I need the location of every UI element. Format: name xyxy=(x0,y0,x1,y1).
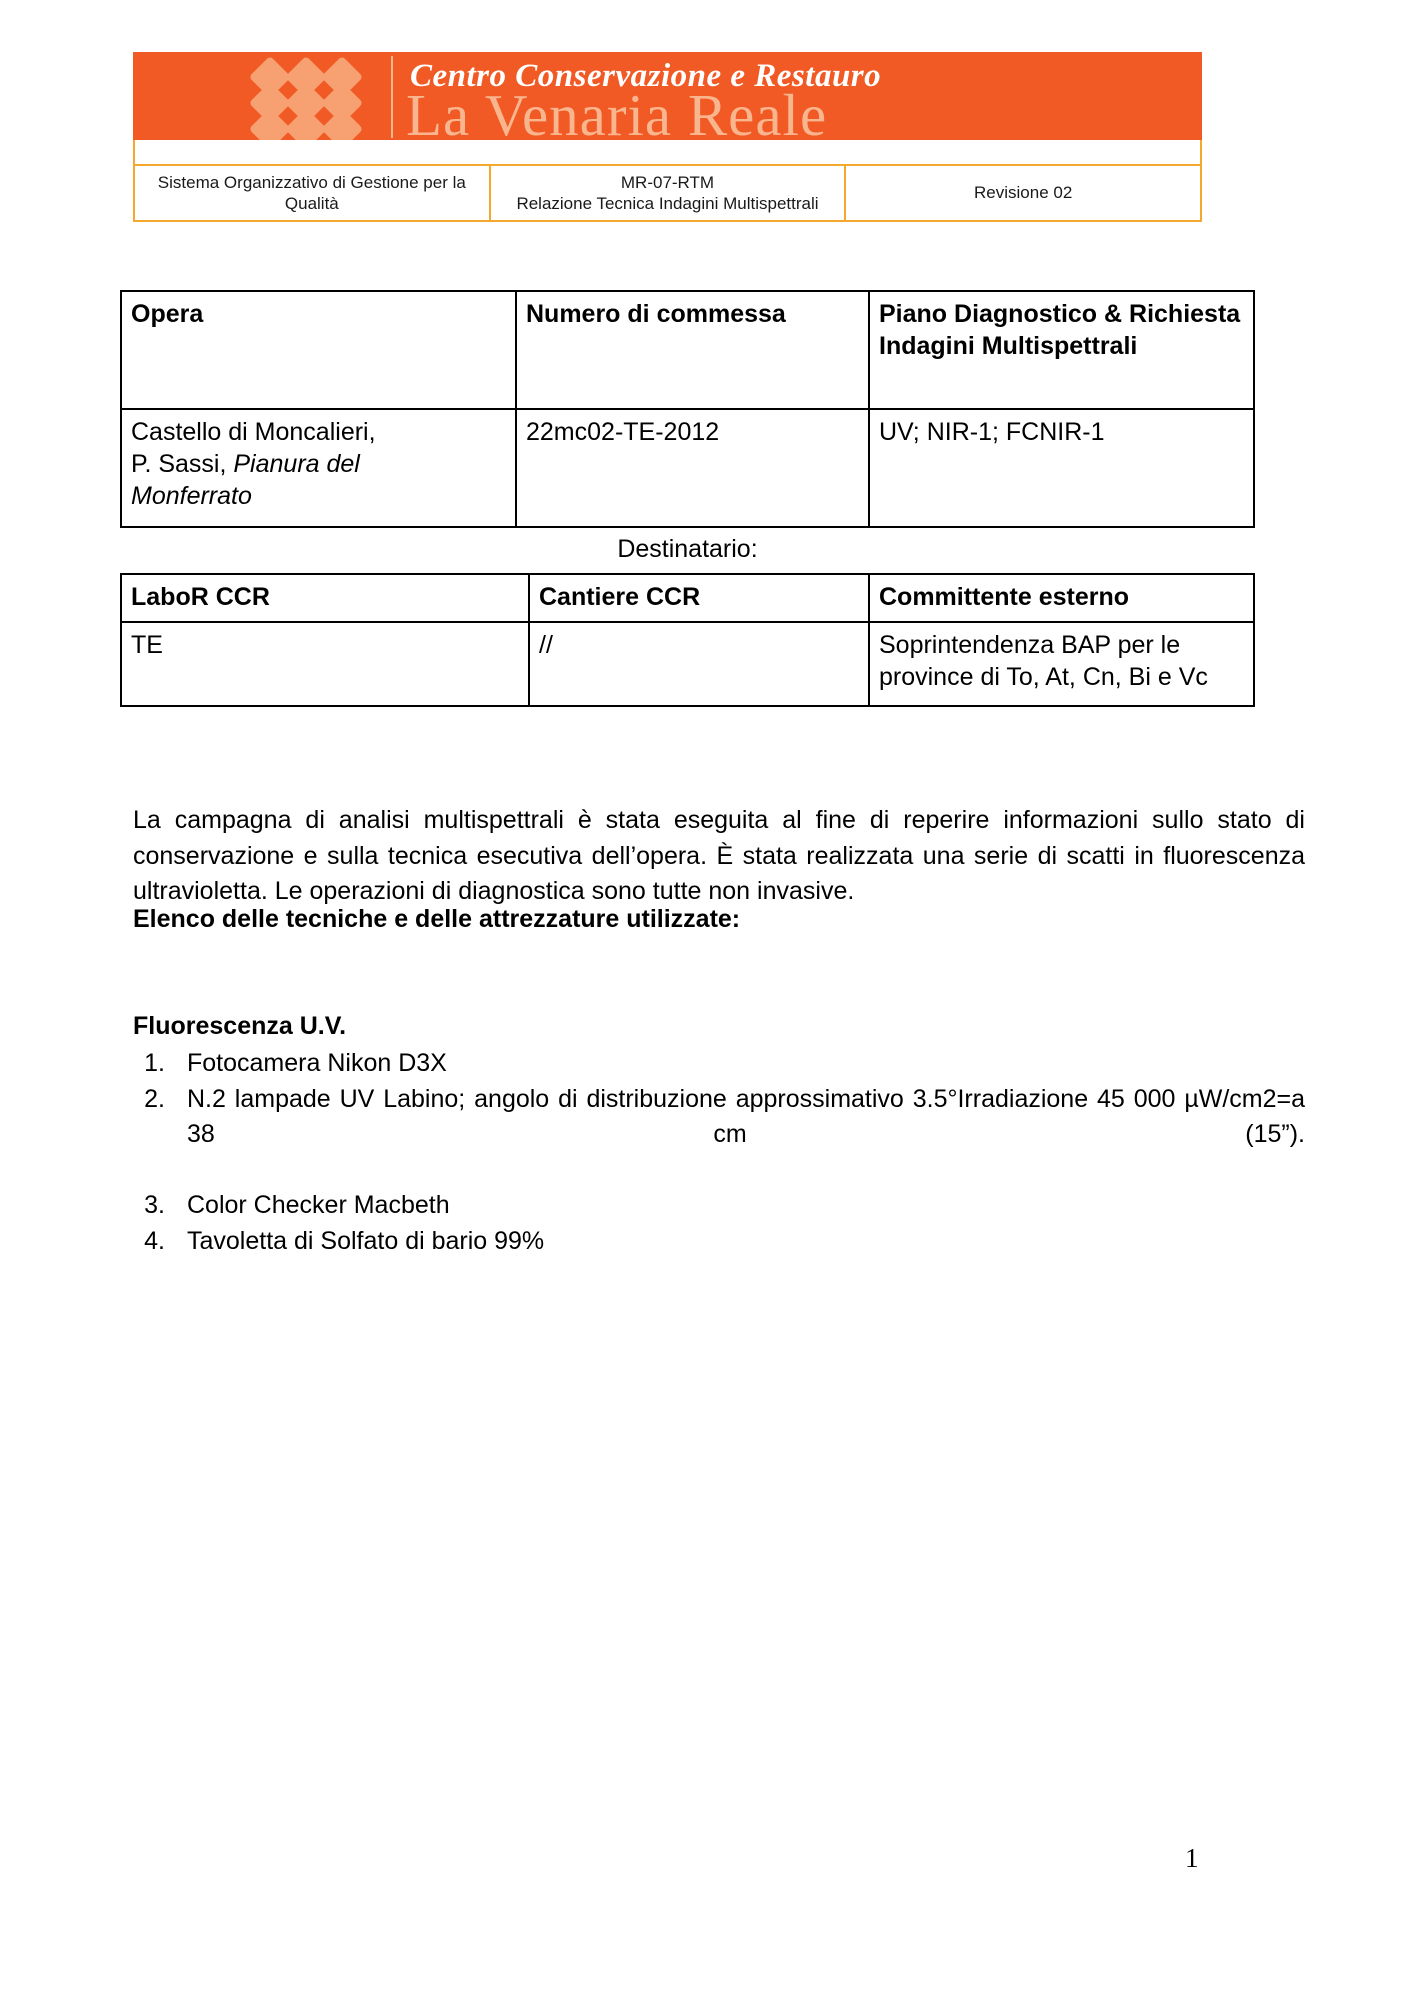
opera-line-2 xyxy=(131,448,506,480)
list-item-number: 4. xyxy=(144,1226,165,1255)
header-cell-document xyxy=(490,165,846,221)
list-item-label: Tavoletta di Solfato di bario 99% xyxy=(187,1226,545,1255)
brand-line-secondary: La Venaria Reale xyxy=(406,82,828,140)
header-cell-revision: Revisione 02 xyxy=(845,165,1201,221)
header-info-row xyxy=(134,165,1201,221)
opera-line-1: Castello di Moncalieri, xyxy=(131,418,376,446)
opera-cell-opera xyxy=(121,409,516,527)
opera-line-2-italic: Pianura del xyxy=(233,450,360,478)
header-spacer-cell xyxy=(134,140,1201,165)
opera-table xyxy=(120,290,1255,528)
destinatario-header-committente: Committente esterno xyxy=(869,574,1254,622)
list-item xyxy=(133,1188,1305,1224)
page-number: 1 xyxy=(1185,1843,1199,1873)
list-item-number: 3. xyxy=(144,1191,165,1219)
equipment-list xyxy=(133,1046,1305,1259)
header-spacer-row xyxy=(134,140,1201,165)
opera-header-opera: Opera xyxy=(121,291,516,409)
destinatario-cell-committente: Soprintendenza BAP per le province di To, At, Cn, Bi e Vc xyxy=(869,622,1254,706)
opera-table-data-row xyxy=(121,409,1254,527)
list-item xyxy=(133,1046,1305,1082)
opera-line-2-plain: P. Sassi, xyxy=(131,450,234,478)
opera-header-commessa: Numero di commessa xyxy=(516,291,869,409)
destinatario-cell-cantiere: // xyxy=(529,622,869,706)
destinatario-header-cantiere: Cantiere CCR xyxy=(529,574,869,622)
intro-paragraph: La campagna di analisi multispettrali è stata eseguita al fine di reperire informazioni sullo stato di conservazione e sulla tecnica esecutiva dell’opera. È stata realizzata una serie di scatti in fluorescenza ultravioletta. Le operazioni di diagnostica sono tutte non invasive. xyxy=(133,806,1305,905)
destinatario-table xyxy=(120,573,1255,707)
list-item-label: Fotocamera Nikon D3X xyxy=(187,1049,447,1077)
header-document-title: Relazione Tecnica Indagini Multispettrali xyxy=(516,194,819,213)
logo-divider xyxy=(391,56,393,138)
opera-table-header-row xyxy=(121,291,1254,409)
fluorescence-subheading: Fluorescenza U.V. xyxy=(133,1012,347,1040)
header-cell-system: Sistema Organizzativo di Gestione per la Qualità xyxy=(134,165,490,221)
destinatario-header-labor: LaboR CCR xyxy=(121,574,529,622)
brand-line-primary: Centro Conservazione e Restauro xyxy=(410,58,882,94)
techniques-heading: Elenco delle tecniche e delle attrezzature utilizzate: xyxy=(133,905,741,933)
brand-block xyxy=(406,52,1190,140)
document-header-table xyxy=(133,140,1202,222)
destinatario-data-row xyxy=(121,622,1254,706)
list-item-number: 1. xyxy=(144,1049,165,1077)
opera-line-3: Monferrato xyxy=(131,482,252,510)
diamond-grid-logo xyxy=(251,58,371,138)
opera-header-piano: Piano Diagnostico & Richiesta Indagini Multispettrali xyxy=(869,291,1254,409)
list-item xyxy=(133,1224,1305,1260)
list-item-label: N.2 lampade UV Labino; angolo di distribuzione approssimativo 3.5°Irradiazione 45 000 µW/cm2=a 38 cm (15”). xyxy=(187,1084,1305,1148)
destinatario-header-row xyxy=(121,574,1254,622)
header-document-code: MR-07-RTM xyxy=(620,172,715,192)
list-item xyxy=(133,1082,1305,1189)
masthead-banner xyxy=(133,52,1202,140)
destinatario-cell-labor: TE xyxy=(121,622,529,706)
list-item-number: 2. xyxy=(144,1084,165,1113)
opera-cell-commessa: 22mc02-TE-2012 xyxy=(516,409,869,527)
list-item-label: Color Checker Macbeth xyxy=(187,1191,450,1219)
opera-cell-piano: UV; NIR-1; FCNIR-1 xyxy=(869,409,1254,527)
destinatario-label: Destinatario: xyxy=(617,535,758,563)
